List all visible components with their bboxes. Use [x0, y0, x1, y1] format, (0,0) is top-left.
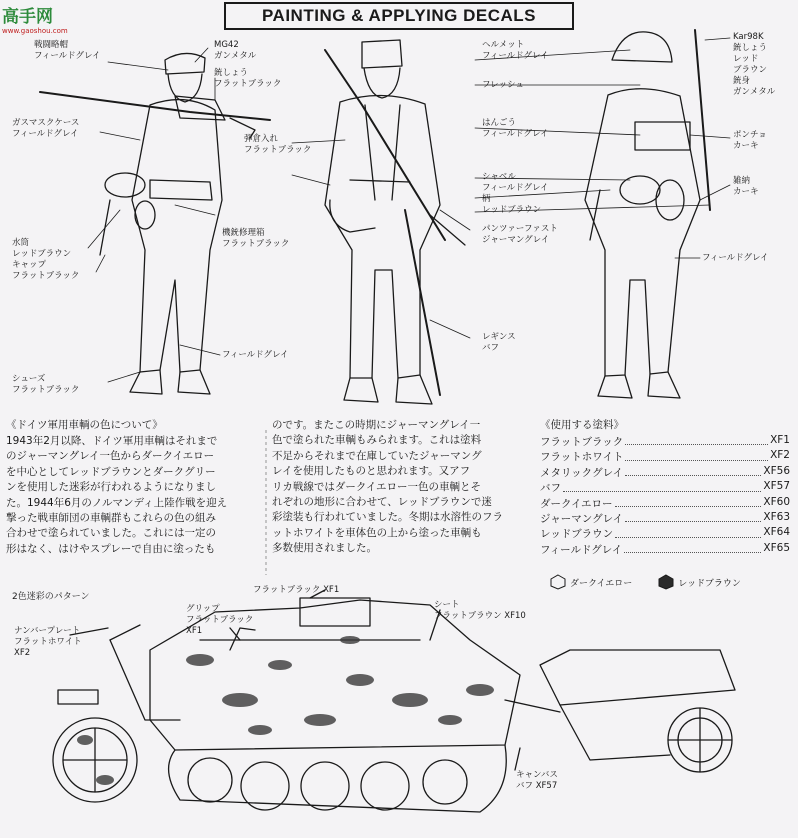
label-seat: シート フラットブラウン XF10 [434, 600, 526, 621]
label-barrel: 銃しょう フラットブラック [214, 68, 282, 89]
paint-name: フィールドグレイ [540, 543, 623, 556]
paint-row [540, 434, 790, 449]
label-magazine: 弾倉入れ フラットブラック [244, 134, 312, 155]
label-shovel: シャベル フィールドグレイ 柄 レッドブラウン [482, 172, 549, 215]
soldier-middle-figure [325, 40, 465, 404]
legend-dark-yellow: ダークイエロー [570, 578, 633, 589]
leader-dots [563, 480, 761, 491]
paint-row [540, 480, 790, 495]
red-brown-swatch-icon [658, 574, 674, 590]
leader-dots [615, 526, 761, 537]
legend-red-brown: レッドブラウン [678, 578, 741, 589]
article-column-1: 1943年2月以降、ドイツ軍用車輌はそれまで のジャーマングレイ一色からダークイエロー を中心としてレッドブラウンとダークグリー ンを使用した迷彩が行われるようになりまし た。1944年6月のノルマンディ上陸作戦を迎え 撃った戦車師団の車輌群もこれらの色の組み 合わせで塗られていました。これには一定の 形はなく、はけやスプレーで自由に塗ったも [6, 435, 228, 555]
paint-name: フラットホワイト [540, 451, 624, 464]
label-panzerfaust: パンツァーファスト ジャーマングレイ [482, 224, 558, 245]
label-top: フラットブラック XF1 [253, 585, 340, 595]
paint-code: XF63 [763, 511, 790, 523]
paint-row [540, 465, 790, 480]
label-leggings: レギンス バフ [482, 332, 516, 353]
paints-heading: 《使用する塗料》 [540, 419, 624, 431]
paint-name: レッドブラウン [540, 528, 614, 541]
paint-code: XF65 [763, 541, 790, 554]
paint-row [540, 449, 790, 464]
label-canteen: 水筒 レッドブラウン キャップ フラットブラック [12, 238, 80, 281]
label-hango: はんごう フィールドグレイ [482, 118, 549, 139]
paint-name: メタリックグレイ [540, 466, 624, 479]
label-helmet: ヘルメット フィールドグレイ [482, 40, 549, 61]
paint-row [540, 542, 790, 557]
soldier-left-figure [40, 53, 270, 394]
label-mg42: MG42 ガンメタル [214, 40, 257, 61]
page-title: PAINTING & APPLYING DECALS [261, 6, 536, 25]
label-gasmask: ガスマスクケース フィールドグレイ [12, 118, 80, 139]
paint-code: XF2 [770, 449, 790, 462]
label-poncho: ポンチョ カーキ [733, 130, 767, 151]
logo-url: www.gaoshou.com [2, 27, 68, 35]
label-canvas: キャンバス バフ XF57 [516, 770, 558, 791]
paint-code: XF56 [763, 464, 790, 477]
logo-text: 高手网 [2, 7, 53, 27]
label-fieldgrey-middle: フィールドグレイ [222, 350, 289, 360]
paint-code: XF60 [763, 495, 790, 508]
pattern-label: 2色迷彩のパターン [12, 592, 90, 602]
paint-code: XF1 [770, 434, 790, 446]
label-shoes: シューズ フラットブラック [12, 374, 80, 395]
label-flesh: フレッシュ [482, 80, 524, 90]
label-grip: グリップ フラットブラック XF1 [186, 604, 254, 636]
leader-dots [624, 542, 761, 553]
leader-dots [615, 496, 762, 507]
leader-dots [625, 465, 761, 476]
paint-code: XF57 [763, 480, 790, 493]
paint-code: XF64 [763, 526, 790, 539]
label-cap: 戦闘略帽 フィールドグレイ [34, 40, 101, 61]
article-column-2: のです。またこの時期にジャーマングレイ一 色で塗られた車輌もみられます。これは塗料 不足からそれまで在庫していたジャーマング レイを使用したものと思われます。又アフ リカ戦線ではダークイエロー一色の車輌とそ れぞれの地形に合わせて、レッドブラウンで迷 彩塗装も行われていました。冬期は水溶性のフラ ットホワイトを車体色の上から塗った車輌も 多数使用されました。 [272, 419, 503, 555]
paint-row [540, 511, 790, 526]
paint-row [540, 526, 790, 541]
camouflage-legend [550, 574, 741, 590]
label-repair: 機銃修理箱 フラットブラック [222, 228, 290, 249]
paint-name: バフ [540, 482, 561, 495]
leader-dots [625, 511, 761, 522]
label-fieldgrey-right: フィールドグレイ [702, 253, 769, 263]
paint-name: フラットブラック [540, 436, 624, 448]
leader-dots [625, 449, 768, 460]
label-pouch: 雑納 カーキ [733, 176, 759, 197]
paint-row [540, 496, 790, 511]
leader-dots [625, 434, 768, 445]
label-kar98k: Kar98K 銃しょう レッド ブラウン 銃身 ガンメタル [733, 32, 776, 97]
label-plate: ナンバープレート フラットホワイト XF2 [14, 626, 82, 658]
article-heading: 《ドイツ軍用車輌の色について》 [6, 419, 163, 431]
camouflage-blotches [77, 636, 494, 785]
paint-name: ダークイエロー [540, 497, 613, 510]
dark-yellow-swatch-icon [550, 574, 566, 590]
paint-name: ジャーマングレイ [540, 513, 624, 525]
